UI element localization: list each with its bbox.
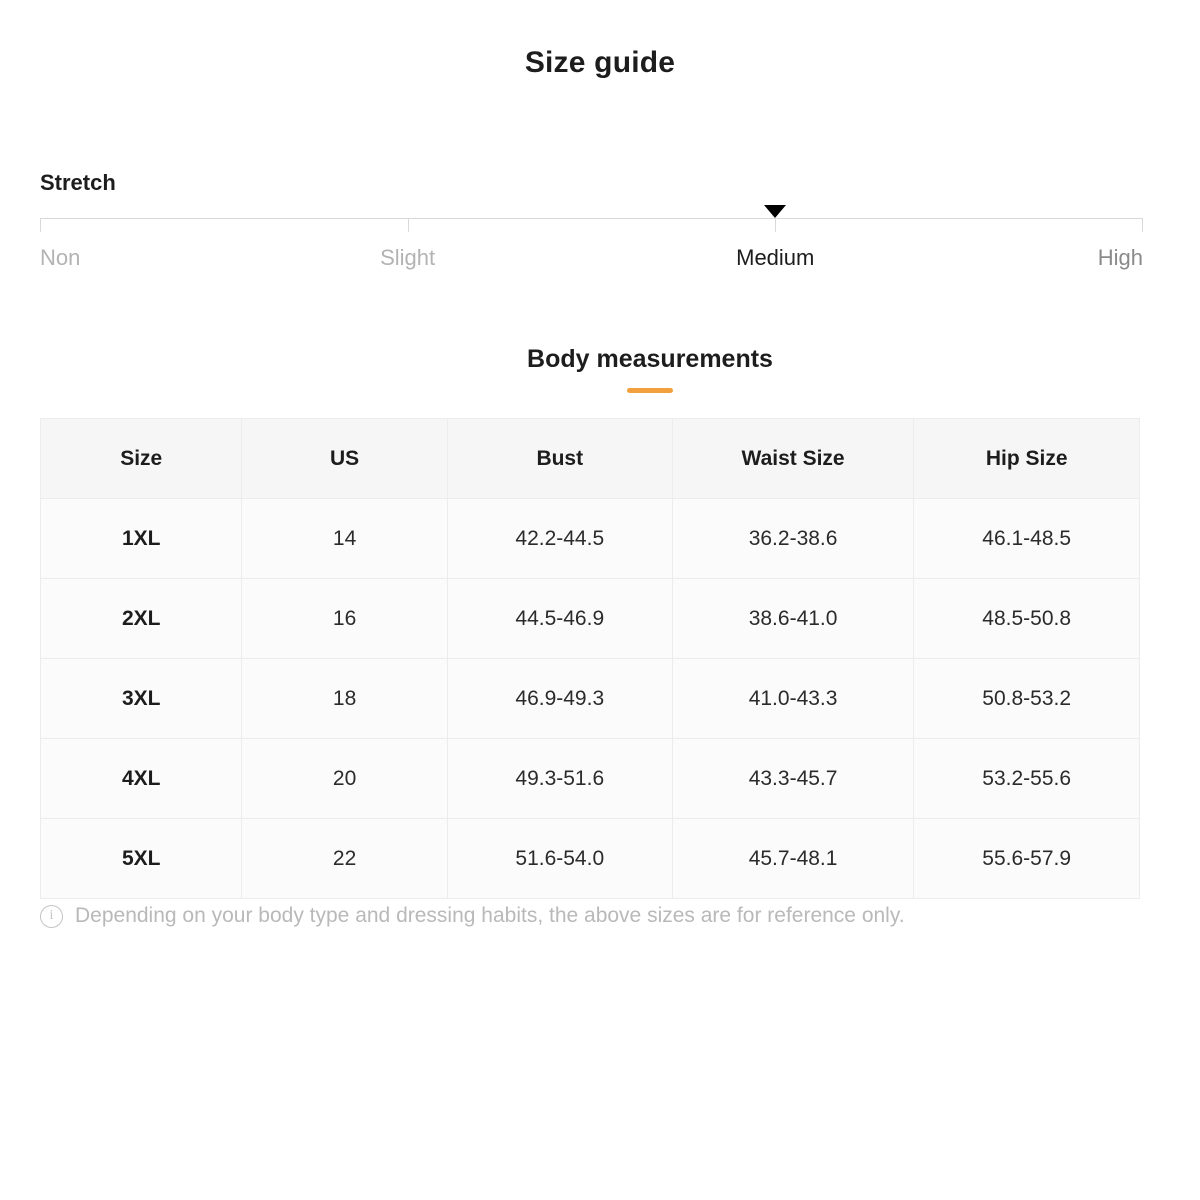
column-header-hip: Hip Size [914, 419, 1139, 499]
cell-waist: 38.6-41.0 [672, 579, 914, 659]
cell-bust: 49.3-51.6 [447, 739, 672, 819]
cell-hip: 48.5-50.8 [914, 579, 1139, 659]
column-header-bust: Bust [447, 419, 672, 499]
cell-waist: 36.2-38.6 [672, 499, 914, 579]
cell-bust: 51.6-54.0 [447, 819, 672, 899]
scale-tick-non [40, 219, 41, 232]
table-header-row [41, 419, 1139, 499]
cell-size: 3XL [41, 659, 242, 739]
stretch-level-medium: Medium [736, 245, 815, 270]
cell-hip: 50.8-53.2 [914, 659, 1139, 739]
cell-bust: 42.2-44.5 [447, 499, 672, 579]
table-row[interactable] [41, 579, 1139, 659]
cell-us: 18 [242, 659, 447, 739]
cell-us: 14 [242, 499, 447, 579]
stretch-label: Stretch [40, 170, 116, 195]
table-row[interactable] [41, 819, 1139, 899]
cell-waist: 43.3-45.7 [672, 739, 914, 819]
table-row[interactable] [41, 659, 1139, 739]
cell-size: 5XL [41, 819, 242, 899]
cell-waist: 41.0-43.3 [672, 659, 914, 739]
size-table [40, 418, 1140, 899]
cell-size: 1XL [41, 499, 242, 579]
cell-size: 2XL [41, 579, 242, 659]
cell-waist: 45.7-48.1 [672, 819, 914, 899]
column-header-waist: Waist Size [672, 419, 914, 499]
cell-hip: 53.2-55.6 [914, 739, 1139, 819]
stretch-section [40, 170, 1143, 275]
heading-underline [627, 388, 673, 393]
cell-hip: 46.1-48.5 [914, 499, 1139, 579]
scale-tick-medium [775, 219, 776, 232]
scale-tick-slight [408, 219, 409, 232]
column-header-size: Size [41, 419, 242, 499]
column-header-us: US [242, 419, 447, 499]
info-icon: i [40, 905, 63, 928]
stretch-scale[interactable] [40, 218, 1143, 233]
scale-tick-high [1142, 219, 1143, 232]
table-row[interactable] [41, 499, 1139, 579]
page-title: Size guide [524, 48, 676, 78]
body-measurements-heading [0, 345, 1200, 393]
triangle-down-icon [764, 205, 786, 218]
stretch-level-non: Non [40, 245, 81, 270]
body-measurements-title: Body measurements [527, 345, 773, 373]
stretch-level-high: High [1097, 245, 1143, 270]
footnote [40, 900, 1160, 932]
footnote-text: Depending on your body type and dressing habits, the above sizes are for reference only. [75, 904, 905, 927]
cell-us: 16 [242, 579, 447, 659]
cell-us: 22 [242, 819, 447, 899]
stretch-level-slight: Slight [380, 245, 436, 270]
table-row[interactable] [41, 739, 1139, 819]
cell-bust: 46.9-49.3 [447, 659, 672, 739]
cell-size: 4XL [41, 739, 242, 819]
cell-hip: 55.6-57.9 [982, 846, 1072, 870]
cell-us: 20 [242, 739, 447, 819]
stretch-scale-labels [40, 245, 1143, 275]
cell-bust: 44.5-46.9 [447, 579, 672, 659]
